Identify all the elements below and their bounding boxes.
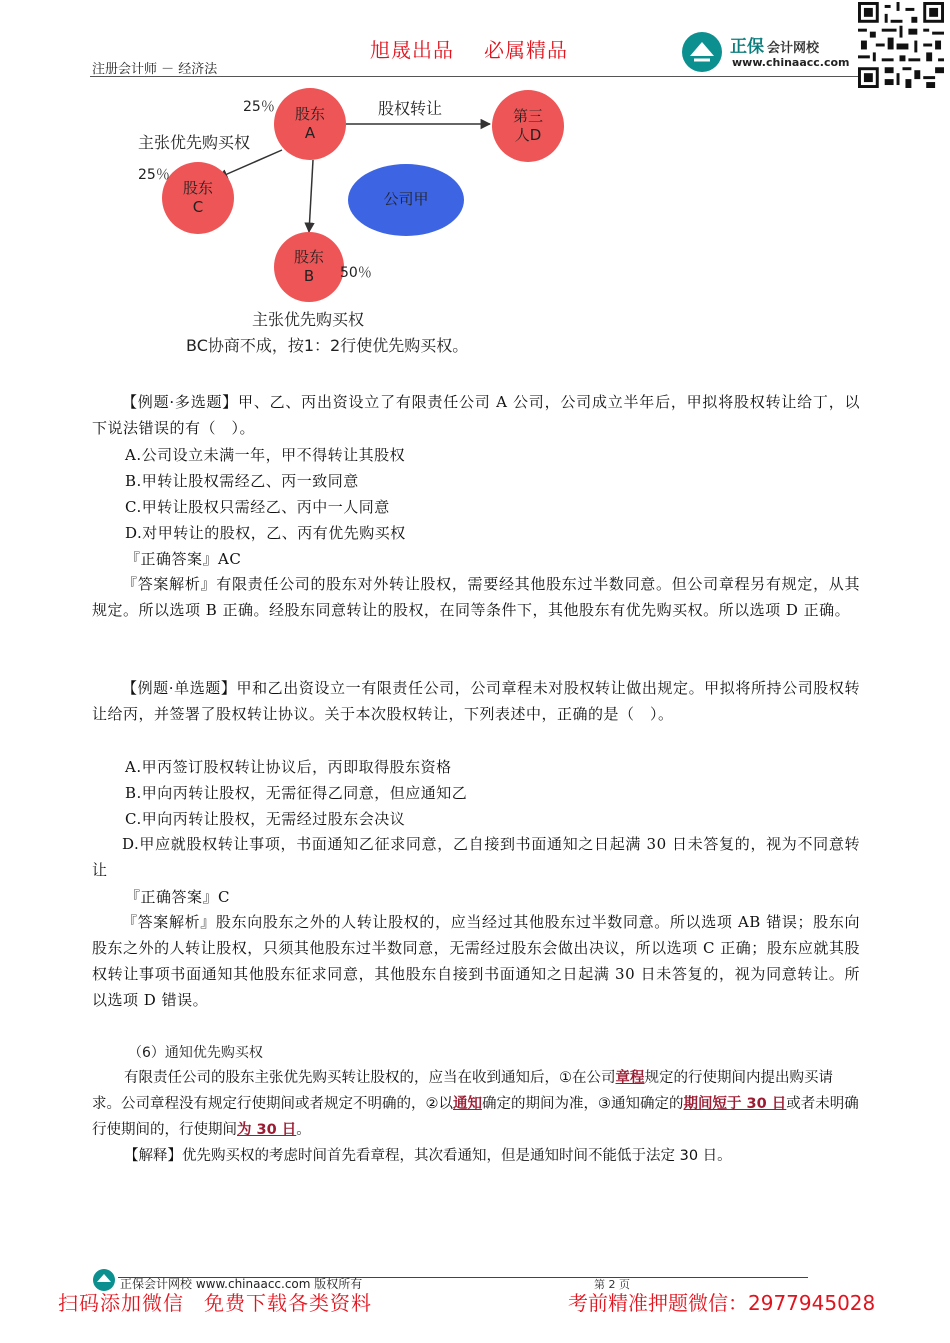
- section-6-paragraph: [92, 1065, 860, 1143]
- node-d-id: 人D: [514, 126, 542, 144]
- s6-highlight-charter: 章程: [615, 1070, 645, 1086]
- pct-shareholder-b: 50％: [340, 265, 372, 281]
- slogan-part-2: 必属精品: [484, 38, 568, 62]
- question-2-option-d: D.甲应就股权转让事项，书面通知乙征求同意，乙自接到书面通知之日起满 30 日未答复的，视为不同意转让: [92, 835, 860, 879]
- document-subject: 注册会计师 － 经济法: [92, 62, 218, 77]
- node-c-id: C: [192, 198, 204, 216]
- s6-text-5: 。: [296, 1122, 311, 1138]
- diagram-note: BC协商不成，按1：2行使优先购买权。: [186, 336, 469, 355]
- question-1-option-b: B.甲转让股权需经乙、丙一致同意: [125, 472, 359, 490]
- footer-page-number: 第 2 页: [594, 1278, 630, 1291]
- claim-label-b: 主张优先购买权: [252, 310, 365, 329]
- question-1-option-d: D.对甲转让的股权，乙、丙有优先购买权: [125, 524, 406, 542]
- section-6-explanation: 【解释】优先购买权的考虑时间首先看章程，其次看通知，但是通知时间不能低于法定 30 日。: [124, 1148, 732, 1164]
- claim-label-c: 主张优先购买权: [138, 133, 251, 152]
- node-d-label: 第三: [512, 106, 543, 125]
- footer-copyright: 正保会计网校 www.chinaacc.com 版权所有: [120, 1277, 363, 1291]
- s6-highlight-shorter-30: 期间短于 30 日: [683, 1096, 787, 1112]
- promo-free-download: 免费下载各类资料: [204, 1291, 372, 1315]
- node-shareholder-c: [162, 162, 234, 234]
- question-1-option-a: A.公司设立未满一年，甲不得转让其股权: [125, 446, 406, 464]
- question-1-answer: 『正确答案』AC: [125, 550, 242, 568]
- question-2-option-c: C.甲向丙转让股权，无需经过股东会决议: [125, 810, 406, 828]
- section-6-title: （6）通知优先购买权: [128, 1045, 263, 1061]
- question-2-option-b: B.甲向丙转让股权，无需征得乙同意，但应通知乙: [125, 784, 468, 802]
- footer-promo-right: 考前精准押题微信：2977945028: [568, 1291, 876, 1315]
- question-2-stem: 【例题·单选题】甲和乙出资设立一有限责任公司，公司章程未对股权转让做出规定。甲拟将所持公司股权转让给丙，并签署了股权转让协议。关于本次股权转让，下列表述中，正确的是（ ）。: [92, 679, 860, 723]
- slogan-part-1: 旭晟出品: [370, 38, 454, 62]
- pct-shareholder-a: 25％: [243, 99, 275, 115]
- question-1-option-c: C.甲转让股权只需经乙、丙中一人同意: [125, 498, 390, 516]
- s6-highlight-notice: 通知: [453, 1096, 482, 1112]
- node-company: [348, 164, 464, 236]
- s6-text-2: 规定的行使期间内提出购买请求。公司章程没有规定行使期间或者规定不明确的，②以: [92, 1070, 833, 1112]
- node-a-label: 股东: [294, 104, 325, 123]
- transfer-label: 股权转让: [378, 99, 443, 118]
- node-c-label: 股东: [182, 178, 213, 197]
- s6-text-1: 有限责任公司的股东主张优先购买转让股权的，应当在收到通知后，①在公司: [124, 1070, 616, 1086]
- arrow-a-to-b: [309, 160, 313, 232]
- brand-url: www.chinaacc.com: [732, 56, 850, 69]
- arrow-a-to-c: [218, 150, 282, 178]
- question-1-analysis: 『答案解析』有限责任公司的股东对外转让股权，需要经其他股东过半数同意。但公司章程另有规定，从其规定。所以选项 B 正确。经股东同意转让的股权，在同等条件下，其他股东有优先购买权。所以选项 D 正确。: [92, 575, 860, 619]
- node-third-party-d: [492, 90, 564, 162]
- pct-shareholder-c: 25％: [138, 167, 170, 183]
- node-b-label: 股东: [293, 247, 324, 266]
- company-label: 公司甲: [383, 190, 429, 209]
- promo-scan-wechat: 扫码添加微信: [58, 1291, 184, 1315]
- question-2-answer: 『正确答案』C: [125, 888, 230, 906]
- brand-name-suffix: 会计网校: [767, 41, 820, 56]
- question-1-stem: 【例题·多选题】甲、乙、丙出资设立了有限责任公司 A 公司，公司成立半年后，甲拟将股权转让给丁，以下说法错误的有（ ）。: [92, 393, 860, 437]
- s6-text-3: 确定的期间为准，③通知确定的: [482, 1096, 684, 1112]
- brand-name-main: 正保: [730, 37, 764, 57]
- question-2-analysis: 『答案解析』股东向股东之外的人转让股权的，应当经过其他股东过半数同意。所以选项 AB 错误；股东向股东之外的人转让股权，只须其他股东过半数同意，无需经过股东会做出决议，所以选项 C 正确；股东应就其股权转让事项书面通知其他股东征求同意，其他股东自接到书面通知之日起满 30 日未答复的，视为同意转让。所以选项 D 错误。: [92, 913, 860, 1009]
- s6-highlight-30-days: 为 30 日: [237, 1122, 297, 1138]
- node-a-id: A: [304, 124, 316, 142]
- node-b-id: B: [303, 267, 315, 285]
- footer-promo-left: [58, 1287, 372, 1316]
- node-shareholder-a: [274, 88, 346, 160]
- node-shareholder-b: [274, 232, 344, 302]
- s6-text-4: 或者未明确行使期间的，行使期间: [92, 1096, 859, 1138]
- question-2-option-a: A.甲丙签订股权转让协议后，丙即取得股东资格: [125, 758, 452, 776]
